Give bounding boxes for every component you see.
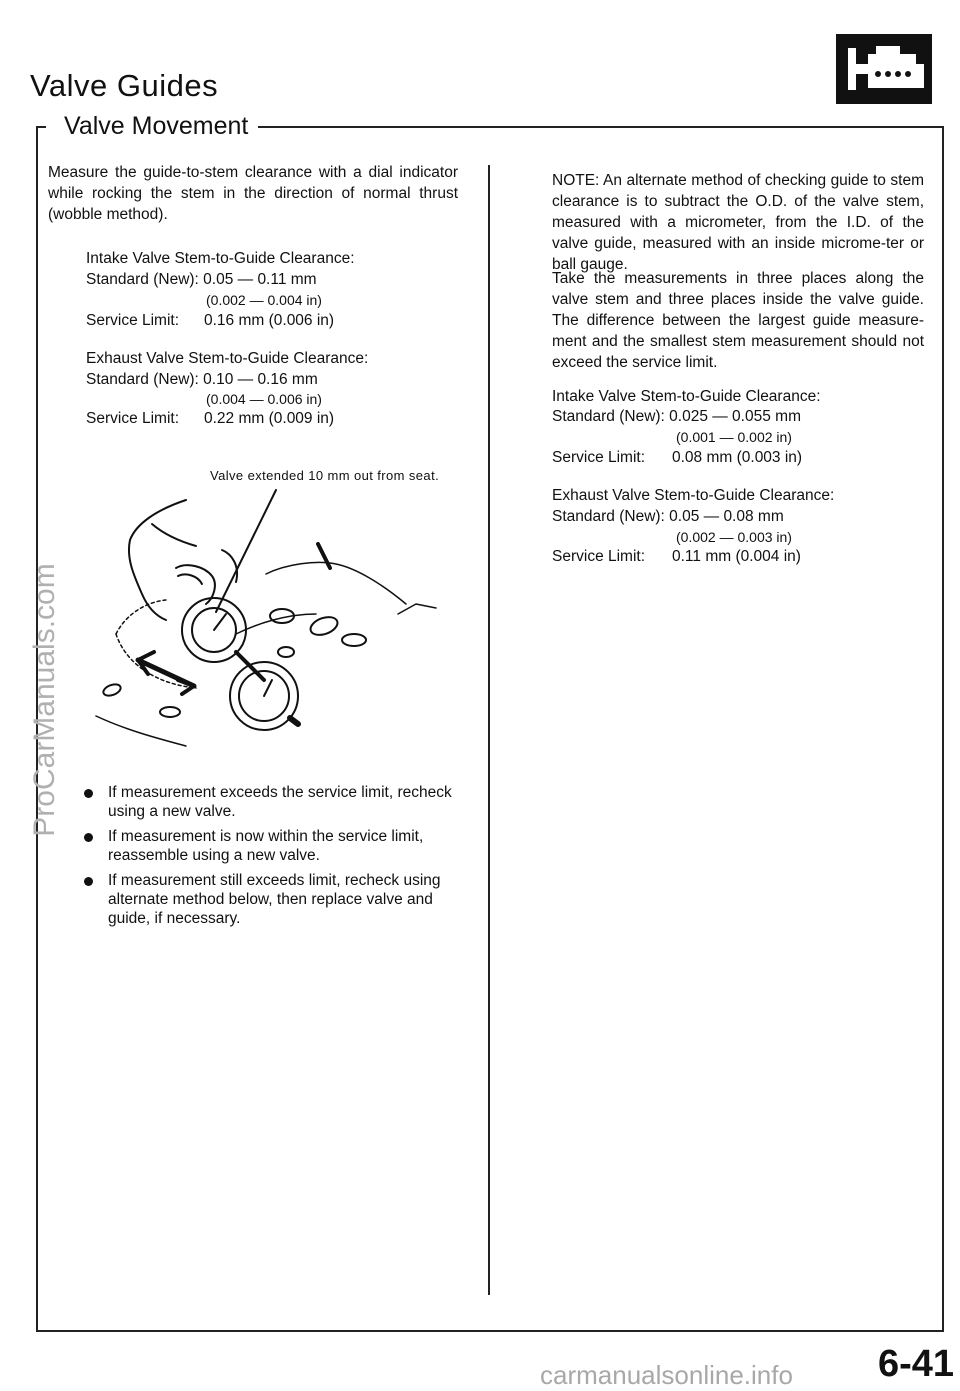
intake-standard-in: (0.002 — 0.004 in)	[206, 292, 322, 308]
page-title: Valve Guides	[30, 68, 219, 103]
alt-exhaust-standard-in: (0.002 — 0.003 in)	[676, 529, 792, 545]
engine-icon	[836, 34, 932, 104]
alt-intake-standard: Standard (New): 0.025 — 0.055 mm	[552, 408, 801, 425]
alt-exhaust-limit-value: 0.11 mm (0.004 in)	[672, 548, 801, 565]
alt-exhaust-heading: Exhaust Valve Stem-to-Guide Clearance:	[552, 487, 835, 504]
alt-intake-heading: Intake Valve Stem-to-Guide Clearance:	[552, 388, 821, 405]
bullet-dot-icon	[84, 789, 93, 798]
bullet-dot-icon	[84, 877, 93, 886]
bullet-item: If measurement exceeds the service limit, recheck using a new valve.	[84, 783, 460, 821]
intake-limit-value: 0.16 mm (0.006 in)	[204, 312, 335, 329]
note-paragraph: NOTE: An alternate method of checking guide to stem clearance is to subtract the O.D. of the valve stem, measured with a micrometer, from the I.D. of the valve guide, measured with an inside microme-ter or ball gauge.	[552, 172, 924, 273]
section-title: Valve Movement	[58, 112, 254, 141]
exhaust-heading: Exhaust Valve Stem-to-Guide Clearance:	[86, 350, 369, 367]
exhaust-standard-in: (0.004 — 0.006 in)	[206, 391, 322, 407]
exhaust-limit-label: Service Limit:	[86, 410, 180, 427]
bullet-item: If measurement is now within the service limit, reassemble using a new valve.	[84, 827, 460, 865]
watermark-bottom: carmanualsonline.info	[540, 1360, 793, 1390]
page-number: 6-41	[878, 1343, 955, 1385]
dial-indicator-illustration	[86, 484, 466, 764]
intake-limit-label: Service Limit:	[86, 312, 180, 329]
intake-heading: Intake Valve Stem-to-Guide Clearance:	[86, 250, 355, 267]
alt-exhaust-standard: Standard (New): 0.05 — 0.08 mm	[552, 508, 784, 525]
bullet-item: If measurement still exceeds limit, recheck using alternate method below, then replace valve and guide, if necessary.	[84, 871, 460, 928]
alt-intake-standard-in: (0.001 — 0.002 in)	[676, 429, 792, 445]
note-paragraph-2: Take the measurements in three places along the valve stem and three places inside the valve guide. The difference between the largest guide measure-ment and the smallest stem measurement should not exceed the service limit.	[552, 270, 924, 371]
intake-standard: Standard (New): 0.05 — 0.11 mm	[86, 271, 317, 288]
bullet-list	[84, 783, 460, 934]
bullet-dot-icon	[84, 833, 93, 842]
exhaust-limit-value: 0.22 mm (0.009 in)	[204, 410, 335, 427]
alt-exhaust-limit-label: Service Limit:	[552, 548, 646, 565]
alt-intake-limit-value: 0.08 mm (0.003 in)	[672, 449, 803, 466]
intro-paragraph: Measure the guide-to-stem clearance with a dial indicator while rocking the stem in the direction of normal thrust (wobble method).	[48, 164, 458, 223]
watermark-side: ProCarManuals.com	[28, 563, 61, 837]
figure-caption: Valve extended 10 mm out from seat.	[210, 468, 440, 483]
column-divider	[488, 165, 490, 1295]
exhaust-standard: Standard (New): 0.10 — 0.16 mm	[86, 371, 318, 388]
alt-intake-limit-label: Service Limit:	[552, 449, 646, 466]
